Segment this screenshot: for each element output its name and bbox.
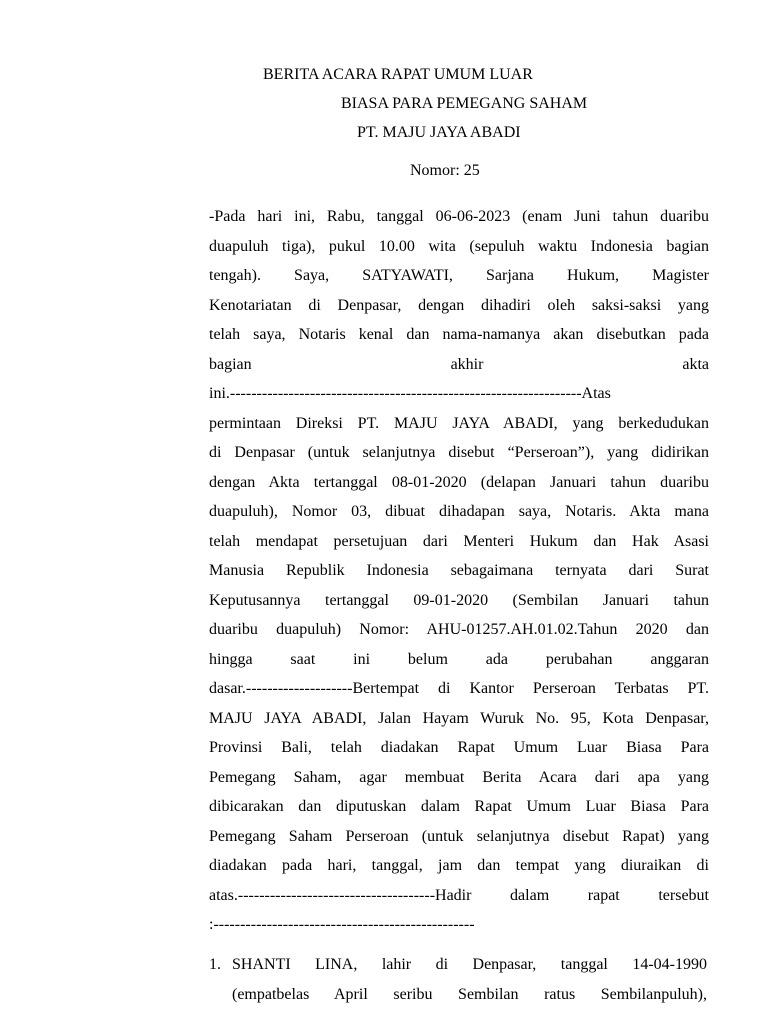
body-line: duapuluh tiga), pukul 10.00 wita (sepuluh waktu Indonesia bagian [209, 237, 709, 255]
body-line: bagian akhir akta [209, 355, 709, 373]
body-line: hingga saat ini belum ada perubahan anggaran [209, 650, 709, 668]
list-item [232, 955, 707, 1014]
body-line: telah saya, Notaris kenal dan nama-namanya akan disebutkan pada [209, 326, 709, 343]
document-number: Nomor: 25 [410, 162, 480, 179]
body-line: dasar.--------------------Bertempat di Kantor Perseroan Terbatas PT. [209, 680, 709, 697]
body-line: Manusia Republik Indonesia sebagaimana ternyata dari Surat [209, 562, 709, 579]
body-line: dibicarakan dan diputuskan dalam Rapat Umum Luar Biasa Para [209, 798, 709, 815]
body-line: -Pada hari ini, Rabu, tanggal 06-06-2023 (enam Juni tahun duaribu [209, 208, 709, 225]
heading-line-2: BIASA PARA PEMEGANG SAHAM [341, 95, 588, 112]
body-line: Kenotariatan di Denpasar, dengan dihadiri oleh saksi-saksi yang [209, 296, 709, 314]
body-line: Keputusannya tertanggal 09-01-2020 (Sembilan Januari tahun [209, 591, 709, 609]
body-line: permintaan Direksi PT. MAJU JAYA ABADI, yang berkedudukan [209, 414, 709, 432]
body-line: atas.-------------------------------------Hadir dalam rapat tersebut [209, 886, 709, 904]
body-line: MAJU JAYA ABADI, Jalan Hayam Wuruk No. 95, Kota Denpasar, [209, 709, 709, 727]
body-line: Provinsi Bali, telah diadakan Rapat Umum Luar Biasa Para [209, 739, 709, 756]
list-item-line: SHANTI LINA, lahir di Denpasar, tanggal 14-04-1990 [232, 956, 707, 973]
body-line: dengan Akta tertanggal 08-01-2020 (delapan Januari tahun duaribu [209, 473, 709, 491]
list-item-line: (empatbelas April seribu Sembilan ratus Sembilanpuluh), [232, 985, 707, 1003]
body-line: duaribu duapuluh) Nomor: AHU-01257.AH.01.02.Tahun 2020 dan [209, 621, 709, 638]
body-line: Pemegang Saham, agar membuat Berita Acara dari apa yang [209, 768, 709, 786]
body-line: telah mendapat persetujuan dari Menteri Hukum dan Hak Asasi [209, 532, 709, 550]
body-line: diadakan pada hari, tanggal, jam dan tempat yang diuraikan di [209, 857, 709, 874]
heading-line-1: BERITA ACARA RAPAT UMUM LUAR [263, 66, 533, 83]
body-line: di Denpasar (untuk selanjutnya disebut “Perseroan”), yang didirikan [209, 444, 709, 461]
body-line: tengah). Saya, SATYAWATI, Sarjana Hukum, Magister [209, 267, 709, 284]
body-line: Pemegang Saham Perseroan (untuk selanjutnya disebut Rapat) yang [209, 827, 709, 845]
body-line: duapuluh), Nomor 03, dibuat dihadapan saya, Notaris. Akta mana [209, 503, 709, 520]
body-line: :------------------------------------------------- [209, 916, 475, 933]
heading-company-name: PT. MAJU JAYA ABADI [357, 124, 521, 141]
body-paragraph [209, 207, 709, 945]
list-item-number: 1. [209, 956, 221, 973]
body-line: ini.------------------------------------------------------------------Atas [209, 385, 611, 402]
